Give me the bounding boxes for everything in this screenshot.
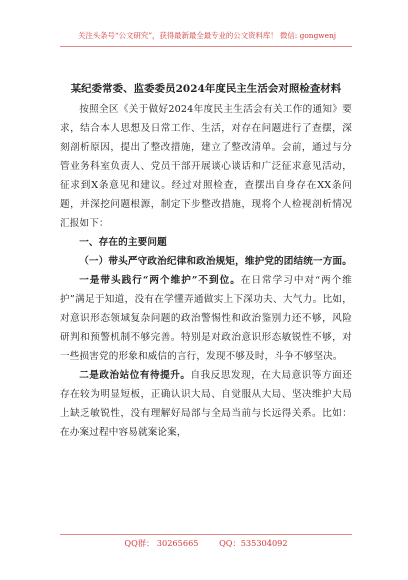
header-divider [60, 46, 352, 47]
point-2-text: 自我反思发现，在大局意识等方面还存在较为明显短板，正确认识大局、自觉服从大局、坚决维护大局上缺乏敏锐性，没有理解好局部与全局当前与长远得关系。比如：在办案过程中容易就案论案， [60, 370, 352, 438]
footer-qq-group: QQ群： 30265665 [124, 538, 199, 548]
section-heading-1: 一、存在的主要问题 [79, 237, 167, 248]
footer-qq: QQ：535304092 [219, 538, 288, 548]
point-2-lead: 二是政治站位有待提升。 [79, 370, 191, 381]
footer-divider [60, 534, 352, 535]
intro-paragraph: 按照全区《关于做好2024年度民主生活会有关工作的通知》要求，结合本人思想及日常工作、生活，对存在问题进行了查摆，深刻剖析原因，提出了整改措施，建立了整改清单。会前，通过与分管业务科室负责人、党员干部开展谈心谈话和广泛征求意见活动，征求到X条意见和建议。经过对照检查，查摆出自身存在XX条问题，并深挖问题根源，制定下步整改措施，现将个人检视剖析情况汇报如下： [60, 104, 352, 229]
point-2-paragraph [60, 366, 352, 442]
document-title: 某纪委常委、监委委员2024年度民主生活会对照检查材料 [70, 83, 342, 95]
footer-contact [60, 538, 352, 549]
point-1-lead: 一是带头践行“两个维护”不到位。 [79, 275, 241, 286]
subsection-heading-1: （一）带头严守政治纪律和政治规矩，维护党的团结统一方面。 [79, 256, 353, 267]
document-body [60, 100, 352, 442]
point-1-text: 在日常学习中对“两个维护”满足于知道，没有在学懂弄通做实上下深功夫、大气力。比如，对意识形态领域复杂问题的政治警惕性和政治鉴别力还不够，风险研判和预警机制不够完善。特别是对政治意识形态敏锐性不够，对一些损害党的形象和威信的言行，发现不够及时，斗争不够坚决。 [60, 275, 352, 362]
header-banner: 关注头条号“公文研究”，获得最新最全最专业的公文资料库！ 微信: gongwenj [77, 31, 337, 40]
point-1-paragraph [60, 271, 352, 366]
